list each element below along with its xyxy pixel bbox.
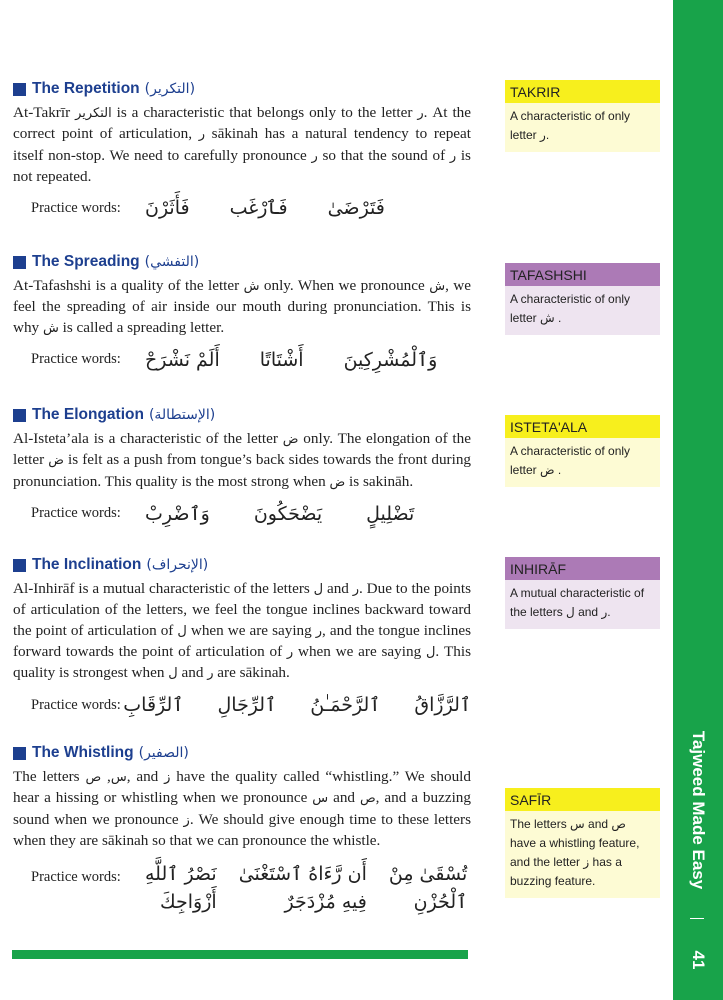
bottom-rule xyxy=(12,950,468,959)
practice-label: Practice words: xyxy=(31,696,121,713)
sidebox-body: A characteristic of only letter ض . xyxy=(505,438,660,487)
heading-title: The Spreading xyxy=(32,253,140,270)
sidebox-title: ISTETA'ALA xyxy=(505,415,660,438)
practice-word: فِيهِ مُزْدَجَرٌ xyxy=(284,891,367,914)
section-heading xyxy=(13,404,471,426)
practice-row xyxy=(13,349,471,371)
square-bullet-icon xyxy=(13,747,26,760)
section-spreading xyxy=(13,251,471,404)
practice-word: نَصْرُ ٱللَّهِ xyxy=(145,863,217,886)
section-repetition xyxy=(13,78,471,251)
practice-words xyxy=(145,863,467,913)
practice-word: أَن رَّءَاهُ ٱسْتَغْنَىٰ xyxy=(238,863,367,886)
main-content xyxy=(13,78,471,913)
heading-title: The Whistling xyxy=(32,744,134,761)
section-body: The letters س, ص , and ز have the quality called “whistling.” We should hear a hissing or whistling when we pronounce س and ص, and a buzzing sound when we pronounce ز. We should give enough time to these letters when they are sākinah so that we can pronounce the whistle. xyxy=(13,768,472,849)
heading-arabic: (الإنحراف) xyxy=(146,557,209,573)
practice-word: تَضْلِيلٍ xyxy=(366,502,415,525)
practice-word: يَضْحَكُونَ xyxy=(253,502,323,525)
practice-row xyxy=(13,863,471,913)
section-inclination xyxy=(13,554,471,742)
heading-title: The Inclination xyxy=(32,556,142,573)
practice-word: أَلَمْ نَشْرَحْ xyxy=(145,348,220,371)
practice-word: ٱلْحُزْنِ xyxy=(413,891,468,914)
sidebox-body: A characteristic of only letter ش . xyxy=(505,286,660,335)
strip-divider xyxy=(690,918,704,919)
heading-arabic: (التفشي) xyxy=(144,254,200,270)
practice-label: Practice words: xyxy=(31,199,121,216)
practice-word: وَٱضْرِبْ xyxy=(145,502,210,525)
book-title: Tajweed Made Easy xyxy=(689,730,708,890)
practice-word: تُسْقَىٰ مِنْ xyxy=(388,863,468,886)
practice-words xyxy=(145,503,414,525)
sidebox-tafashshi xyxy=(505,263,660,335)
section-heading xyxy=(13,742,471,764)
section-body: At-Tafashshi is a quality of the letter ش only. When we pronounce ش, we feel the spreading of air inside our mouth during pronunciation. This is why ش is called a spreading letter. xyxy=(13,277,471,336)
section-heading xyxy=(13,78,471,100)
practice-words xyxy=(145,349,437,371)
practice-word: أَشْتَاتًا xyxy=(259,348,304,371)
practice-word: فَتَرْضَىٰ xyxy=(327,197,385,220)
square-bullet-icon xyxy=(13,559,26,572)
practice-word: وَٱلْمُشْرِكِينَ xyxy=(343,348,438,371)
practice-label: Practice words: xyxy=(31,505,121,522)
practice-word: فَٱرْغَب xyxy=(229,197,288,220)
practice-word: ٱلرِّقَابِ xyxy=(123,694,184,717)
practice-word: فَأَثَرْنَ xyxy=(145,197,190,220)
practice-row xyxy=(13,694,471,716)
sidebox-takrir xyxy=(505,80,660,152)
sidebox-title: INHIRĀF xyxy=(505,557,660,580)
section-heading xyxy=(13,554,471,576)
sidebox-title: TAKRIR xyxy=(505,80,660,103)
sidebox-safir xyxy=(505,788,660,898)
practice-label: Practice words: xyxy=(31,869,121,886)
sidebox-title: SAFĪR xyxy=(505,788,660,811)
heading-title: The Repetition xyxy=(32,80,140,97)
sidebox-body: The letters س and ص have a whistling feature, and the letter ز has a buzzing feature. xyxy=(505,811,660,898)
practice-row xyxy=(13,197,471,219)
square-bullet-icon xyxy=(13,83,26,96)
practice-label: Practice words: xyxy=(31,351,121,368)
square-bullet-icon xyxy=(13,409,26,422)
practice-word: ٱلرِّجَالِ xyxy=(217,694,277,717)
section-elongation xyxy=(13,404,471,554)
sidebox-inhiraf xyxy=(505,557,660,629)
practice-words xyxy=(145,197,385,219)
sidebox-title: TAFASHSHI xyxy=(505,263,660,286)
sidebox-body: A characteristic of only letter ر. xyxy=(505,103,660,152)
section-body: At-Takrīr التكرير is a characteristic that belongs only to the letter ر. At the correct point of articulation, ر sākinah has a natural tendency to repeat itself non-stop. We need to carefully pronounce ر so that the sound of ر is not repeated. xyxy=(13,104,471,185)
heading-title: The Elongation xyxy=(32,406,144,423)
section-whistling xyxy=(13,742,471,913)
heading-arabic: (الإستطالة) xyxy=(148,407,216,423)
practice-words xyxy=(123,694,471,716)
section-heading xyxy=(13,251,471,273)
sidebox-body: A mutual characteristic of the letters ل and ر. xyxy=(505,580,660,629)
practice-word: أَزْوَاجِكَ xyxy=(160,891,217,914)
heading-arabic: (الصفير) xyxy=(138,745,189,761)
practice-word: ٱلرَّزَّاقُ xyxy=(414,694,471,717)
practice-row xyxy=(13,503,471,525)
section-body: Al-Inhirāf is a mutual characteristic of the letters ل and ر. Due to the points of articulation of the letters, we feel the tongue inclines backward toward the point of articulation of ل when we are saying ر, and the tongue inclines forward towards the point of articulation of ر when we are saying ل. This quality is strongest when ل and ر are sākinah. xyxy=(13,580,472,682)
square-bullet-icon xyxy=(13,256,26,269)
practice-word: ٱلرَّحْمَـٰنُ xyxy=(310,694,381,717)
heading-arabic: (التكرير) xyxy=(144,81,196,97)
page-number: 41 xyxy=(689,950,708,970)
sidebox-istetaala xyxy=(505,415,660,487)
section-body: Al-Isteta’ala is a characteristic of the letter ض only. The elongation of the letter ض is felt as a push from tongue’s back sides towards the front during pronunciation. This quality is the most strong when ض is sakināh. xyxy=(13,430,472,490)
